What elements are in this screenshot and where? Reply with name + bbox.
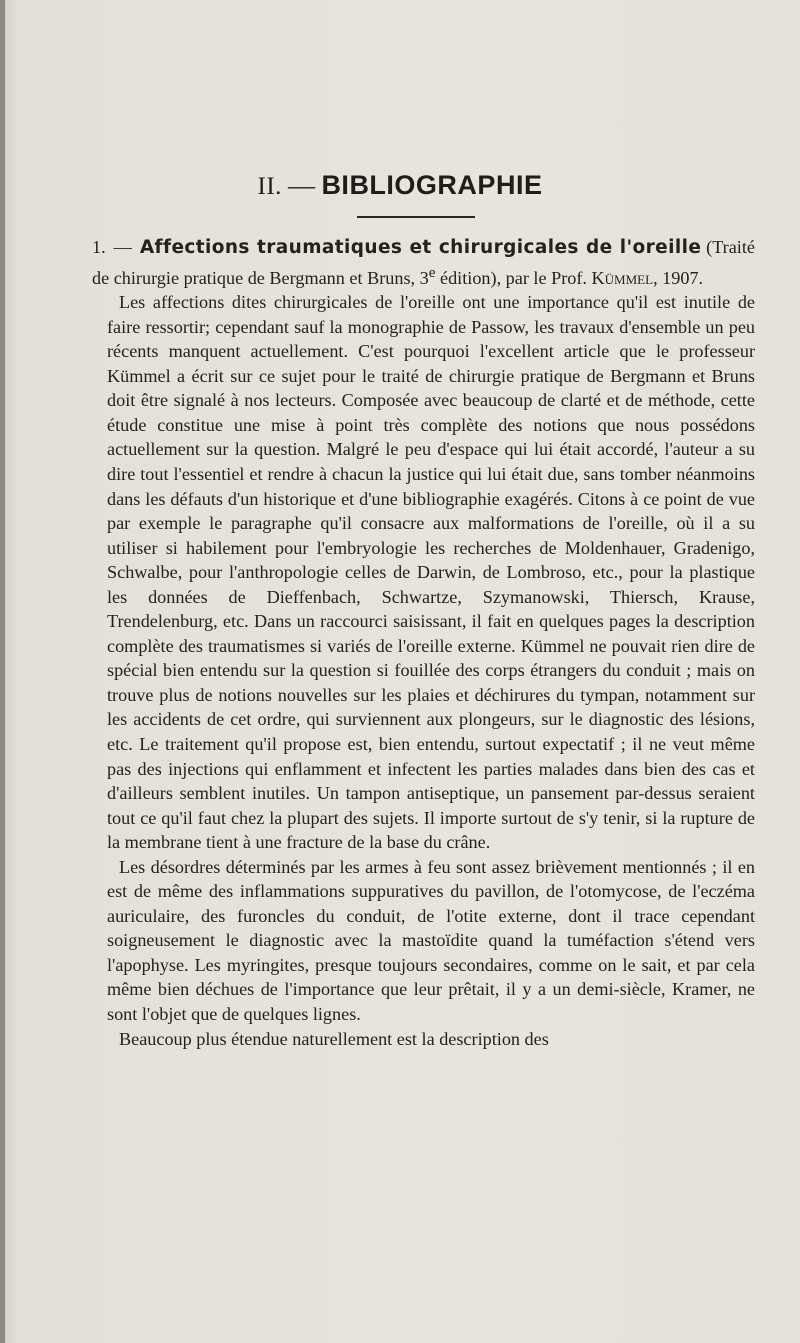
entry-number: 1. bbox=[92, 237, 106, 257]
section-dash: — bbox=[287, 170, 316, 200]
heading-rule bbox=[357, 216, 475, 218]
entry-reference: (Traité de chirurgie pratique de Bergmann et Bruns, 3e édition), par le Prof. Kümmel, 1907. bbox=[92, 237, 755, 288]
paragraph: Les affections dites chirurgicales de l'oreille ont une importance qu'il est inutile de faire ressortir; cependant sauf la monographie de Passow, les travaux d'ensemble un peu récents manquent actuellement. C'est pourquoi l'excellent article que le professeur Kümmel a écrit sur ce sujet pour le traité de chirurgie pratique de Bergmann et Bruns doit être signalé à nos lecteurs. Composée avec beaucoup de clarté et de méthode, cette étude constitue une mise à point très complète des notions que nous possédons actuellement sur la question. Malgré le peu d'espace qui lui était accordé, l'auteur a su dire tout l'essentiel et rendre à chacun la justice qui lui était due, sans tomber néanmoins dans les défauts d'un historique et d'une bibliographie exagérés. Citons à ce point de vue par exemple le paragraphe qu'il consacre aux malformations de l'oreille, où il a su utiliser si habilement pour l'embryologie les recherches de Moldenhauer, Gradenigo, Schwalbe, pour l'anthropologie celles de Darwin, de Lombroso, etc., pour la plastique les données de Dieffenbach, Schwartze, Szymanowski, Thiersch, Krause, Trendelenburg, etc. Dans un raccourci saisissant, il fait en quelques pages la description complète des traumatismes si variés de l'oreille externe. Kümmel ne pouvait rien dire de spécial bien entendu sur la question si fouillée des corps étrangers du conduit ; mais on trouve plus de notions nouvelles sur les plaies et déchirures du tympan, notamment sur les accidents de cet ordre, qui surviennent aux plongeurs, sur le diagnostic des lésions, etc. Le traitement qu'il propose est, bien entendu, surtout expectatif ; il ne veut même pas des injections qui enflamment et infectent les parties malades dans bien des cas et d'ailleurs semblent inutiles. Un tampon antiseptique, un pansement par-dessus seraient tout ce qu'il faut chez la plupart des sujets. Il importe surtout de s'y tenir, si la rupture de la membrane tient à une fracture de la base du crâne. bbox=[107, 292, 755, 853]
section-number: II. bbox=[257, 173, 282, 200]
section-title: BIBLIOGRAPHIE bbox=[321, 170, 543, 200]
paragraph: Beaucoup plus étendue naturellement est la description des bbox=[119, 1028, 549, 1049]
entry-author: Kümmel bbox=[591, 267, 654, 288]
entry-heading bbox=[92, 235, 755, 290]
paragraph: Les désordres déterminés par les armes à feu sont assez brièvement mentionnés ; il en est de même des inflammations suppuratives du pavillon, de l'otomycose, de l'eczéma auriculaire, des furoncles du conduit, de l'otite externe, dont il trace cependant soigneusement le diagnostic avec la mastoïdite quand la tuméfaction s'étend vers l'apophyse. Les myringites, presque toujours secondaires, comme on le sait, et par cela même bien déchues de l'importance que leur prêtait, il y a un demi-siècle, Kramer, ne sont l'objet que de quelques lignes. bbox=[107, 856, 755, 1025]
entry-dash: — bbox=[113, 237, 132, 257]
body-text bbox=[92, 235, 755, 1051]
section-heading bbox=[0, 170, 800, 201]
entry-title: Affections traumatiques et chirurgicales de l'oreille bbox=[139, 237, 702, 258]
page-spine-edge bbox=[0, 0, 5, 1343]
